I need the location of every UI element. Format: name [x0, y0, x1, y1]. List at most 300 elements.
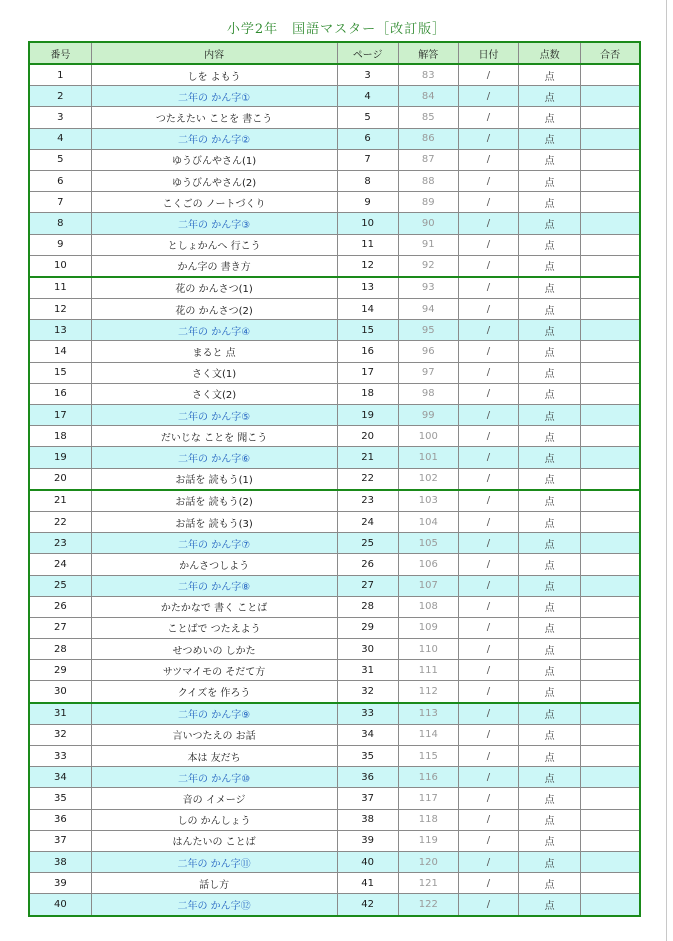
cell-content: 二年の かん字⑩: [91, 767, 337, 788]
header-answer: 解答: [398, 42, 458, 64]
cell-answer: 113: [398, 703, 458, 725]
table-row: [29, 426, 640, 447]
cell-page: 13: [337, 277, 398, 299]
cell-content: 二年の かん字③: [91, 213, 337, 234]
table-row: [29, 277, 640, 299]
cell-no: 12: [29, 299, 91, 320]
cell-date: /: [458, 362, 518, 383]
cell-content: お話を 読もう(1): [91, 468, 337, 490]
cell-score: 点: [519, 362, 581, 383]
cell-score: 点: [519, 383, 581, 404]
cell-no: 25: [29, 575, 91, 596]
cell-date: /: [458, 468, 518, 490]
cell-page: 26: [337, 554, 398, 575]
cell-page: 12: [337, 255, 398, 277]
cell-no: 34: [29, 767, 91, 788]
cell-answer: 120: [398, 851, 458, 872]
cell-pass: [581, 86, 640, 107]
cell-pass: [581, 767, 640, 788]
table-row: [29, 362, 640, 383]
cell-page: 16: [337, 341, 398, 362]
cell-pass: [581, 809, 640, 830]
cell-score: 点: [519, 596, 581, 617]
cell-page: 21: [337, 447, 398, 468]
cell-score: 点: [519, 851, 581, 872]
cell-content: かんさつしよう: [91, 554, 337, 575]
table-row: [29, 341, 640, 362]
cell-date: /: [458, 234, 518, 255]
cell-date: /: [458, 788, 518, 809]
table-row: [29, 533, 640, 554]
table-row: [29, 894, 640, 916]
cell-no: 20: [29, 468, 91, 490]
cell-no: 2: [29, 86, 91, 107]
cell-date: /: [458, 299, 518, 320]
cell-page: 4: [337, 86, 398, 107]
cell-answer: 106: [398, 554, 458, 575]
table-row: [29, 149, 640, 170]
cell-score: 点: [519, 554, 581, 575]
cell-answer: 96: [398, 341, 458, 362]
table-row: [29, 64, 640, 86]
cell-page: 23: [337, 490, 398, 512]
table-row: [29, 192, 640, 213]
cell-pass: [581, 660, 640, 681]
cell-score: 点: [519, 788, 581, 809]
cell-answer: 98: [398, 383, 458, 404]
cell-date: /: [458, 851, 518, 872]
cell-pass: [581, 383, 640, 404]
cell-page: 9: [337, 192, 398, 213]
cell-content: 音の イメージ: [91, 788, 337, 809]
cell-content: 言いつたえの お話: [91, 724, 337, 745]
cell-date: /: [458, 894, 518, 916]
cell-no: 8: [29, 213, 91, 234]
cell-date: /: [458, 170, 518, 191]
cell-date: /: [458, 383, 518, 404]
cell-score: 点: [519, 341, 581, 362]
cell-answer: 85: [398, 107, 458, 128]
table-header: [29, 42, 640, 64]
table-row: [29, 234, 640, 255]
table-row: [29, 86, 640, 107]
cell-content: クイズを 作ろう: [91, 681, 337, 703]
cell-answer: 93: [398, 277, 458, 299]
cell-answer: 92: [398, 255, 458, 277]
cell-pass: [581, 64, 640, 86]
cell-no: 3: [29, 107, 91, 128]
table-row: [29, 788, 640, 809]
cell-date: /: [458, 873, 518, 894]
cell-pass: [581, 341, 640, 362]
cell-pass: [581, 405, 640, 426]
cell-answer: 116: [398, 767, 458, 788]
cell-content: 二年の かん字⑧: [91, 575, 337, 596]
header-no: 番号: [29, 42, 91, 64]
cell-content: 二年の かん字⑪: [91, 851, 337, 872]
cell-score: 点: [519, 575, 581, 596]
cell-no: 22: [29, 511, 91, 532]
cell-score: 点: [519, 107, 581, 128]
cell-no: 7: [29, 192, 91, 213]
cell-no: 37: [29, 830, 91, 851]
cell-content: かたかなで 書く ことば: [91, 596, 337, 617]
cell-pass: [581, 703, 640, 725]
cell-content: お話を 読もう(3): [91, 511, 337, 532]
cell-answer: 118: [398, 809, 458, 830]
cell-page: 3: [337, 64, 398, 86]
cell-content: 話し方: [91, 873, 337, 894]
cell-no: 19: [29, 447, 91, 468]
table-row: [29, 724, 640, 745]
cell-score: 点: [519, 617, 581, 638]
table-row: [29, 107, 640, 128]
cell-content: こくごの ノートづくり: [91, 192, 337, 213]
table-row: [29, 639, 640, 660]
cell-page: 37: [337, 788, 398, 809]
cell-pass: [581, 746, 640, 767]
cell-page: 35: [337, 746, 398, 767]
cell-score: 点: [519, 809, 581, 830]
cell-pass: [581, 788, 640, 809]
cell-page: 41: [337, 873, 398, 894]
cell-content: 二年の かん字④: [91, 320, 337, 341]
cell-content: サツマイモの そだて方: [91, 660, 337, 681]
table-row: [29, 617, 640, 638]
cell-content: しを よもう: [91, 64, 337, 86]
cell-pass: [581, 830, 640, 851]
cell-page: 5: [337, 107, 398, 128]
cell-score: 点: [519, 468, 581, 490]
cell-pass: [581, 447, 640, 468]
cell-answer: 122: [398, 894, 458, 916]
cell-score: 点: [519, 767, 581, 788]
cell-date: /: [458, 830, 518, 851]
cell-answer: 121: [398, 873, 458, 894]
cell-content: せつめいの しかた: [91, 639, 337, 660]
cell-score: 点: [519, 660, 581, 681]
cell-no: 33: [29, 746, 91, 767]
cell-answer: 86: [398, 128, 458, 149]
table-row: [29, 873, 640, 894]
cell-page: 25: [337, 533, 398, 554]
cell-no: 32: [29, 724, 91, 745]
cell-content: 二年の かん字⑨: [91, 703, 337, 725]
cell-page: 33: [337, 703, 398, 725]
cell-answer: 115: [398, 746, 458, 767]
cell-score: 点: [519, 873, 581, 894]
cell-pass: [581, 128, 640, 149]
header-content: 内容: [91, 42, 337, 64]
cell-score: 点: [519, 703, 581, 725]
cell-page: 10: [337, 213, 398, 234]
cell-answer: 88: [398, 170, 458, 191]
cell-content: ゆうびんやさん(2): [91, 170, 337, 191]
cell-page: 17: [337, 362, 398, 383]
cell-score: 点: [519, 533, 581, 554]
cell-page: 36: [337, 767, 398, 788]
cell-page: 22: [337, 468, 398, 490]
table-row: [29, 213, 640, 234]
cell-answer: 111: [398, 660, 458, 681]
cell-page: 6: [337, 128, 398, 149]
cell-pass: [581, 213, 640, 234]
cell-content: ことばで つたえよう: [91, 617, 337, 638]
cell-answer: 112: [398, 681, 458, 703]
table-row: [29, 851, 640, 872]
cell-no: 29: [29, 660, 91, 681]
cell-date: /: [458, 277, 518, 299]
table-row: [29, 468, 640, 490]
cell-date: /: [458, 596, 518, 617]
cell-no: 14: [29, 341, 91, 362]
page-title: 小学2年 国語マスター［改訂版］: [226, 22, 447, 37]
table-row: [29, 299, 640, 320]
table-row: [29, 128, 640, 149]
cell-date: /: [458, 447, 518, 468]
table-row: [29, 490, 640, 512]
cell-score: 点: [519, 426, 581, 447]
cell-content: 二年の かん字⑥: [91, 447, 337, 468]
table-row: [29, 170, 640, 191]
cell-pass: [581, 596, 640, 617]
cell-no: 31: [29, 703, 91, 725]
cell-no: 15: [29, 362, 91, 383]
cell-content: つたえたい ことを 書こう: [91, 107, 337, 128]
cell-content: まると 点: [91, 341, 337, 362]
cell-answer: 89: [398, 192, 458, 213]
cell-no: 17: [29, 405, 91, 426]
cell-content: さく文(1): [91, 362, 337, 383]
cell-page: 15: [337, 320, 398, 341]
cell-answer: 108: [398, 596, 458, 617]
cell-answer: 91: [398, 234, 458, 255]
table-row: [29, 575, 640, 596]
cell-date: /: [458, 149, 518, 170]
cell-score: 点: [519, 192, 581, 213]
cell-no: 21: [29, 490, 91, 512]
cell-date: /: [458, 746, 518, 767]
cell-pass: [581, 554, 640, 575]
header-pass: 合否: [581, 42, 640, 64]
table-row: [29, 809, 640, 830]
cell-no: 23: [29, 533, 91, 554]
cell-pass: [581, 107, 640, 128]
table-row: [29, 447, 640, 468]
cell-page: 42: [337, 894, 398, 916]
cell-pass: [581, 362, 640, 383]
cell-answer: 90: [398, 213, 458, 234]
cell-no: 28: [29, 639, 91, 660]
cell-content: しの かんしょう: [91, 809, 337, 830]
cell-answer: 109: [398, 617, 458, 638]
cell-no: 11: [29, 277, 91, 299]
table-row: [29, 767, 640, 788]
cell-page: 39: [337, 830, 398, 851]
table-row: [29, 554, 640, 575]
cell-date: /: [458, 128, 518, 149]
cell-page: 24: [337, 511, 398, 532]
cell-answer: 117: [398, 788, 458, 809]
cell-page: 8: [337, 170, 398, 191]
cell-page: 18: [337, 383, 398, 404]
cell-date: /: [458, 192, 518, 213]
table-row: [29, 511, 640, 532]
cell-score: 点: [519, 681, 581, 703]
cell-pass: [581, 299, 640, 320]
cell-content: はんたいの ことば: [91, 830, 337, 851]
header-page: ページ: [337, 42, 398, 64]
cell-no: 13: [29, 320, 91, 341]
cell-pass: [581, 724, 640, 745]
cell-score: 点: [519, 511, 581, 532]
cell-score: 点: [519, 170, 581, 191]
cell-content: 二年の かん字⑤: [91, 405, 337, 426]
cell-answer: 99: [398, 405, 458, 426]
table-row: [29, 681, 640, 703]
cell-date: /: [458, 767, 518, 788]
cell-date: /: [458, 426, 518, 447]
cell-page: 40: [337, 851, 398, 872]
table-row: [29, 703, 640, 725]
cell-pass: [581, 255, 640, 277]
cell-score: 点: [519, 128, 581, 149]
cell-date: /: [458, 405, 518, 426]
cell-page: 34: [337, 724, 398, 745]
cell-no: 6: [29, 170, 91, 191]
cell-answer: 87: [398, 149, 458, 170]
cell-no: 35: [29, 788, 91, 809]
cell-pass: [581, 639, 640, 660]
header-row: [29, 42, 640, 64]
cell-date: /: [458, 533, 518, 554]
cell-pass: [581, 490, 640, 512]
cell-content: かん字の 書き方: [91, 255, 337, 277]
cell-content: 花の かんさつ(1): [91, 277, 337, 299]
table-row: [29, 320, 640, 341]
cell-content: 二年の かん字⑦: [91, 533, 337, 554]
cell-no: 5: [29, 149, 91, 170]
cell-date: /: [458, 575, 518, 596]
cell-date: /: [458, 86, 518, 107]
cell-page: 31: [337, 660, 398, 681]
cell-score: 点: [519, 405, 581, 426]
cell-no: 4: [29, 128, 91, 149]
cell-score: 点: [519, 894, 581, 916]
cell-pass: [581, 873, 640, 894]
cell-score: 点: [519, 639, 581, 660]
cell-score: 点: [519, 64, 581, 86]
cell-date: /: [458, 724, 518, 745]
cell-pass: [581, 234, 640, 255]
cell-no: 26: [29, 596, 91, 617]
cell-no: 27: [29, 617, 91, 638]
cell-answer: 103: [398, 490, 458, 512]
cell-date: /: [458, 554, 518, 575]
header-score: 点数: [519, 42, 581, 64]
cell-pass: [581, 320, 640, 341]
cell-date: /: [458, 107, 518, 128]
cell-score: 点: [519, 746, 581, 767]
cell-score: 点: [519, 724, 581, 745]
table-row: [29, 746, 640, 767]
cell-no: 40: [29, 894, 91, 916]
cell-content: 二年の かん字②: [91, 128, 337, 149]
header-date: 日付: [458, 42, 518, 64]
cell-date: /: [458, 320, 518, 341]
cell-content: お話を 読もう(2): [91, 490, 337, 512]
cell-no: 16: [29, 383, 91, 404]
cell-no: 10: [29, 255, 91, 277]
cell-pass: [581, 426, 640, 447]
cell-page: 11: [337, 234, 398, 255]
cell-score: 点: [519, 213, 581, 234]
cell-page: 20: [337, 426, 398, 447]
cell-no: 24: [29, 554, 91, 575]
cell-answer: 84: [398, 86, 458, 107]
table-row: [29, 383, 640, 404]
cell-score: 点: [519, 277, 581, 299]
cell-score: 点: [519, 490, 581, 512]
cell-answer: 104: [398, 511, 458, 532]
cell-no: 18: [29, 426, 91, 447]
cell-date: /: [458, 660, 518, 681]
cell-answer: 105: [398, 533, 458, 554]
cell-date: /: [458, 639, 518, 660]
cell-score: 点: [519, 447, 581, 468]
cell-no: 38: [29, 851, 91, 872]
cell-pass: [581, 170, 640, 191]
cell-content: さく文(2): [91, 383, 337, 404]
table-row: [29, 405, 640, 426]
cell-answer: 97: [398, 362, 458, 383]
progress-table: [28, 41, 641, 917]
cell-page: 29: [337, 617, 398, 638]
cell-answer: 101: [398, 447, 458, 468]
cell-date: /: [458, 64, 518, 86]
table-row: [29, 660, 640, 681]
cell-pass: [581, 149, 640, 170]
cell-date: /: [458, 490, 518, 512]
cell-date: /: [458, 703, 518, 725]
cell-score: 点: [519, 299, 581, 320]
cell-page: 30: [337, 639, 398, 660]
cell-pass: [581, 851, 640, 872]
table-row: [29, 830, 640, 851]
cell-answer: 102: [398, 468, 458, 490]
cell-score: 点: [519, 86, 581, 107]
cell-no: 30: [29, 681, 91, 703]
cell-page: 7: [337, 149, 398, 170]
cell-no: 36: [29, 809, 91, 830]
cell-pass: [581, 575, 640, 596]
cell-content: 本は 友だち: [91, 746, 337, 767]
cell-answer: 110: [398, 639, 458, 660]
page-edge-line: [666, 0, 667, 941]
cell-answer: 107: [398, 575, 458, 596]
cell-page: 27: [337, 575, 398, 596]
cell-score: 点: [519, 255, 581, 277]
cell-pass: [581, 511, 640, 532]
cell-date: /: [458, 213, 518, 234]
cell-pass: [581, 617, 640, 638]
cell-page: 14: [337, 299, 398, 320]
cell-date: /: [458, 511, 518, 532]
cell-pass: [581, 277, 640, 299]
cell-page: 38: [337, 809, 398, 830]
cell-answer: 94: [398, 299, 458, 320]
cell-content: 二年の かん字①: [91, 86, 337, 107]
